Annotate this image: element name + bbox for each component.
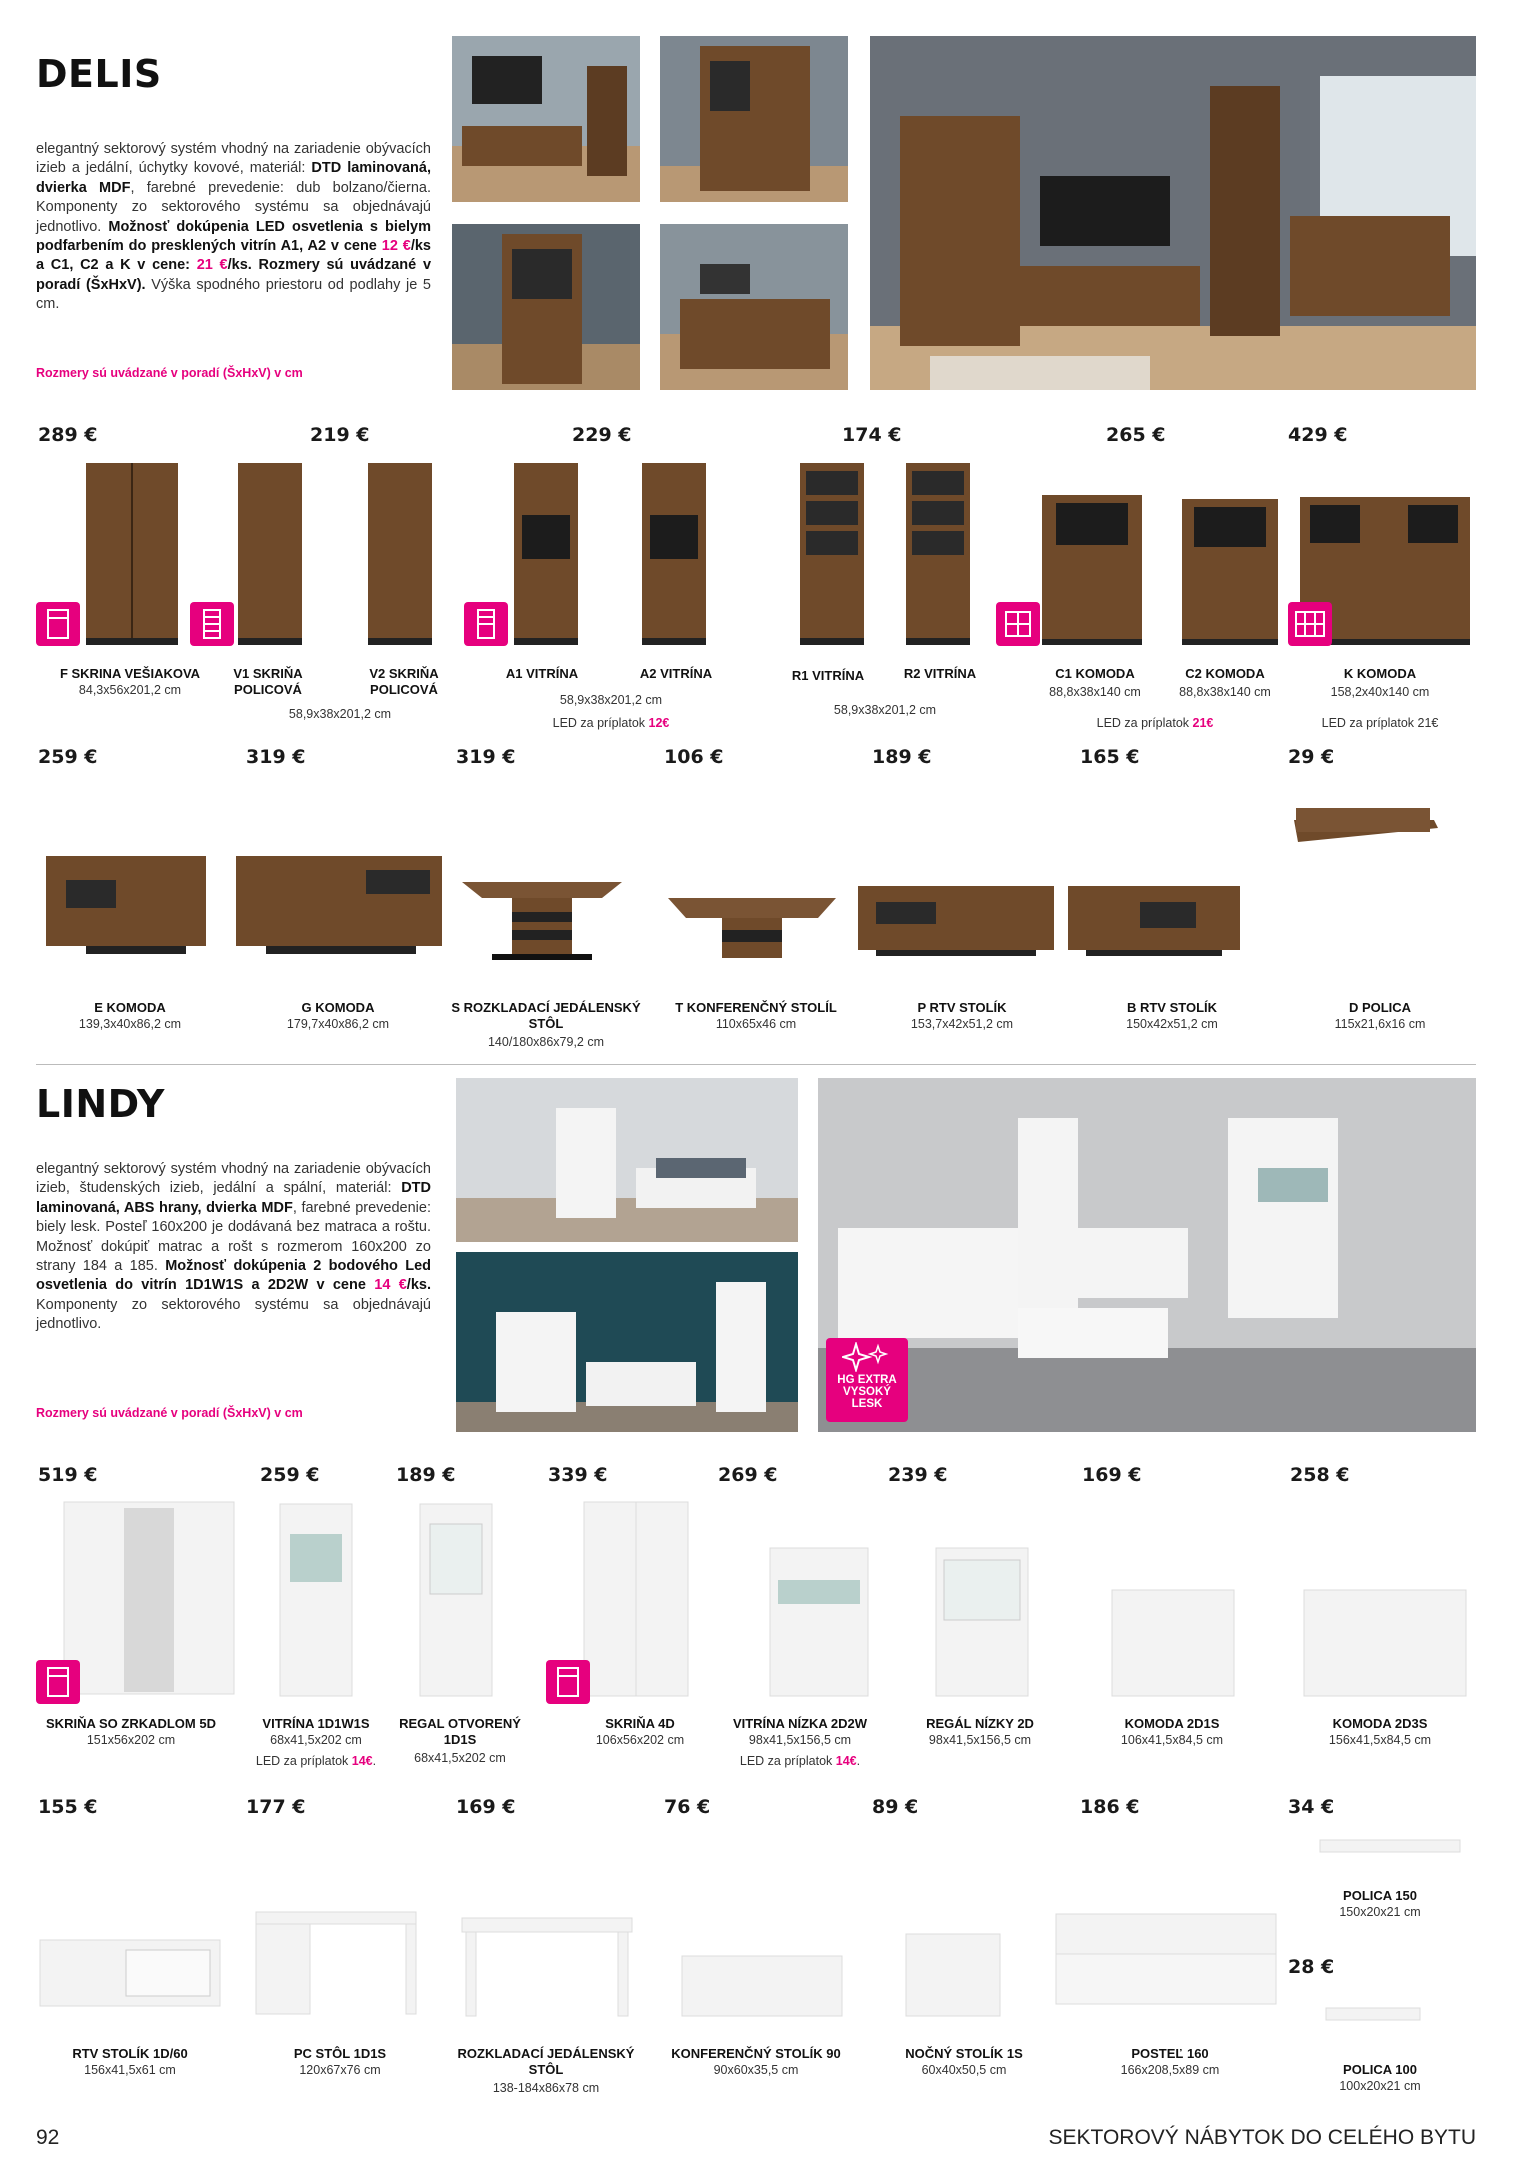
price: 106 € bbox=[664, 746, 724, 768]
product-name: S ROZKLADACÍ JEDÁLENSKÝ STÔL bbox=[451, 1000, 641, 1031]
price: 177 € bbox=[246, 1796, 306, 1818]
shelving-icon bbox=[190, 602, 234, 646]
product-dimensions: 106x56x202 cm bbox=[595, 1733, 685, 1747]
product-name: PC STÔL 1D1S bbox=[293, 2046, 387, 2061]
product-name: SKRIŇA 4D bbox=[605, 1716, 675, 1731]
product-dimensions: 150x20x21 cm bbox=[1339, 1905, 1421, 1919]
price: 259 € bbox=[260, 1464, 320, 1486]
wardrobe-icon bbox=[36, 1660, 80, 1704]
series-title-lindy: LINDY bbox=[36, 1082, 165, 1126]
badge-line: LESK bbox=[851, 1398, 883, 1410]
product-name: P RTV STOLÍK bbox=[917, 1000, 1007, 1015]
section-divider bbox=[36, 1064, 1476, 1065]
product-name: R2 VITRÍNA bbox=[903, 666, 977, 681]
product-dimensions: 98x41,5x156,5 cm bbox=[748, 1733, 852, 1747]
product-dimensions: 158,2x40x140 cm bbox=[1330, 685, 1430, 699]
product-name: D POLICA bbox=[1348, 1000, 1412, 1015]
price: 189 € bbox=[872, 746, 932, 768]
product-name: KOMODA 2D1S bbox=[1124, 1716, 1220, 1731]
product-dimensions: 106x41,5x84,5 cm bbox=[1120, 1733, 1224, 1747]
led-surcharge: LED za príplatok 14€. bbox=[739, 1754, 861, 1768]
product-dimensions: 68x41,5x202 cm bbox=[414, 1751, 506, 1765]
led-surcharge: LED za príplatok 21€ bbox=[1321, 716, 1439, 730]
price: 319 € bbox=[246, 746, 306, 768]
price: 259 € bbox=[38, 746, 98, 768]
product-name: A2 VITRÍNA bbox=[639, 666, 713, 681]
product-dimensions: 150x42x51,2 cm bbox=[1126, 1017, 1218, 1031]
product-name: C1 KOMODA bbox=[1055, 666, 1135, 681]
dresser-icon bbox=[996, 602, 1040, 646]
price: 519 € bbox=[38, 1464, 98, 1486]
wardrobe-icon bbox=[36, 602, 80, 646]
product-dimensions: 90x60x35,5 cm bbox=[713, 2063, 799, 2077]
delis-photo-detail-2 bbox=[660, 224, 848, 390]
lindy-row1-products bbox=[36, 1494, 1476, 1704]
product-name: T KONFERENČNÝ STOLÍL bbox=[675, 1000, 837, 1015]
delis-photo-tv-wall bbox=[452, 36, 640, 202]
price: 34 € bbox=[1288, 1796, 1335, 1818]
product-dimensions: 179,7x40x86,2 cm bbox=[286, 1017, 390, 1031]
dresser-wide-icon bbox=[1288, 602, 1332, 646]
product-name: NOČNÝ STOLÍK 1S bbox=[905, 2046, 1023, 2061]
product-dimensions: 100x20x21 cm bbox=[1339, 2079, 1421, 2093]
product-name: RTV STOLÍK 1D/60 bbox=[72, 2046, 188, 2061]
price: 28 € bbox=[1288, 1956, 1335, 1978]
product-dimensions: 115x21,6x16 cm bbox=[1334, 1017, 1426, 1031]
sparkle-icon bbox=[842, 1342, 892, 1372]
lindy-description: elegantný sektorový systém vhodný na zariadenie obývacích izieb, študenských izieb, jedální a spální, materiál: DTD laminovaná, ABS hrany, dvierka MDF, farebné prevedenie: biely lesk. Posteľ 160x200 je dodávaná bez matraca a roštu. Možnosť dokúpiť matrac a rošt s rozmerom 160x200 zo strany 184 a 185. Možnosť dokúpenia 2 bodového Led osvetlenia do vitrín 1D1W1S a 2D2W v cene 14 €/ks. Komponenty zo sektorového systému sa objednávajú jednotlivo. bbox=[36, 1161, 431, 1333]
hg-extra-gloss-badge bbox=[826, 1338, 908, 1422]
product-name: V1 SKRIŇA POLICOVÁ bbox=[233, 666, 303, 697]
led-surcharge: LED za príplatok 14€. bbox=[255, 1754, 377, 1768]
delis-dimensions-note: Rozmery sú uvádzané v poradí (ŠxHxV) v cm bbox=[36, 366, 303, 380]
product-name: A1 VITRÍNA bbox=[505, 666, 579, 681]
product-name: KOMODA 2D3S bbox=[1332, 1716, 1428, 1731]
product-name: C2 KOMODA bbox=[1185, 666, 1265, 681]
product-dimensions: 60x40x50,5 cm bbox=[921, 2063, 1007, 2077]
product-name: POLICA 150 bbox=[1343, 1888, 1417, 1903]
page-number: 92 bbox=[36, 2126, 60, 2149]
product-dimensions: 88,8x38x140 cm bbox=[1179, 685, 1271, 699]
price: 29 € bbox=[1288, 746, 1335, 768]
product-dimensions: 156x41,5x61 cm bbox=[84, 2063, 176, 2077]
price: 89 € bbox=[872, 1796, 919, 1818]
product-name: F SKRINA VEŠIAKOVA bbox=[59, 666, 201, 681]
product-dimensions: 58,9x38x201,2 cm bbox=[288, 707, 392, 721]
product-name: K KOMODA bbox=[1343, 666, 1417, 681]
price: 239 € bbox=[888, 1464, 948, 1486]
lindy-photo-living-teal bbox=[456, 1252, 798, 1432]
product-dimensions: 139,3x40x86,2 cm bbox=[78, 1017, 182, 1031]
product-name: REGAL OTVORENÝ 1D1S bbox=[399, 1716, 521, 1747]
series-title-delis: DELIS bbox=[36, 52, 162, 96]
price: 339 € bbox=[548, 1464, 608, 1486]
product-dimensions: 88,8x38x140 cm bbox=[1049, 685, 1141, 699]
product-dimensions: 156x41,5x84,5 cm bbox=[1328, 1733, 1432, 1747]
product-dimensions: 120x67x76 cm bbox=[299, 2063, 381, 2077]
product-name: VITRÍNA NÍZKA 2D2W bbox=[732, 1716, 868, 1731]
product-dimensions: 138-184x86x78 cm bbox=[492, 2081, 600, 2095]
product-dimensions: 68x41,5x202 cm bbox=[270, 1733, 362, 1747]
price: 258 € bbox=[1290, 1464, 1350, 1486]
product-dimensions: 151x56x202 cm bbox=[86, 1733, 176, 1747]
delis-photo-detail-1 bbox=[452, 224, 640, 390]
product-name: E KOMODA bbox=[94, 1000, 166, 1015]
badge-line: VYSOKÝ bbox=[843, 1386, 891, 1398]
product-name: REGÁL NÍZKY 2D bbox=[926, 1716, 1034, 1731]
lindy-photo-bedroom bbox=[456, 1078, 798, 1242]
product-dimensions: 58,9x38x201,2 cm bbox=[833, 703, 937, 717]
section-title: SEKTOROVÝ NÁBYTOK DO CELÉHO BYTU bbox=[1048, 2126, 1476, 2149]
delis-photo-living-room bbox=[870, 36, 1476, 390]
price: 319 € bbox=[456, 746, 516, 768]
product-name: ROZKLADACÍ JEDÁLENSKÝ STÔL bbox=[457, 2046, 635, 2077]
product-name: R1 VITRÍNA bbox=[791, 668, 865, 683]
product-name: V2 SKRIŇA POLICOVÁ bbox=[369, 666, 439, 697]
price: 76 € bbox=[664, 1796, 711, 1818]
price: 269 € bbox=[718, 1464, 778, 1486]
price: 169 € bbox=[1082, 1464, 1142, 1486]
price: 265 € bbox=[1106, 424, 1166, 446]
product-dimensions: 98x41,5x156,5 cm bbox=[928, 1733, 1032, 1747]
product-dimensions: 153,7x42x51,2 cm bbox=[910, 1017, 1014, 1031]
product-name: VITRÍNA 1D1W1S bbox=[262, 1716, 370, 1731]
delis-row2-products bbox=[36, 790, 1476, 980]
product-name: SKRIŇA SO ZRKADLOM 5D bbox=[46, 1716, 216, 1731]
delis-row1-products bbox=[36, 455, 1476, 655]
led-surcharge: LED za príplatok 21€ bbox=[1096, 716, 1214, 730]
lindy-dimensions-note: Rozmery sú uvádzané v poradí (ŠxHxV) v cm bbox=[36, 1406, 303, 1420]
price: 165 € bbox=[1080, 746, 1140, 768]
price: 289 € bbox=[38, 424, 98, 446]
price: 155 € bbox=[38, 1796, 98, 1818]
wardrobe-icon bbox=[546, 1660, 590, 1704]
price: 169 € bbox=[456, 1796, 516, 1818]
product-dimensions: 140/180x86x79,2 cm bbox=[487, 1035, 605, 1049]
product-dimensions: 58,9x38x201,2 cm bbox=[559, 693, 663, 707]
price: 174 € bbox=[842, 424, 902, 446]
led-surcharge: LED za príplatok 12€ bbox=[552, 716, 670, 730]
product-name: KONFERENČNÝ STOLÍK 90 bbox=[671, 2046, 841, 2061]
product-name: POLICA 100 bbox=[1343, 2062, 1417, 2077]
product-dimensions: 166x208,5x89 cm bbox=[1120, 2063, 1220, 2077]
delis-description: elegantný sektorový systém vhodný na zariadenie obývacích izieb a jedální, úchytky kovové, materiál: DTD laminovaná, dvierka MDF, farebné prevedenie: dub bolzano/čierna. Komponenty zo sektorového systému sa objednávajú jednotlivo. Možnosť dokúpenia LED osvetlenia s bielym podfarbením do presklených vitrín A1, A2 v cene 12 €/ks a C1, C2 a K v cene: 21 €/ks. Rozmery sú uvádzané v poradí (ŠxHxV). Výška spodného priestoru od podlahy je 5 cm. bbox=[36, 141, 432, 313]
product-name: G KOMODA bbox=[301, 1000, 375, 1015]
price: 229 € bbox=[572, 424, 632, 446]
lindy-row2-products bbox=[36, 1830, 1476, 2030]
price: 189 € bbox=[396, 1464, 456, 1486]
product-name: B RTV STOLÍK bbox=[1126, 1000, 1218, 1015]
product-name: POSTEĽ 160 bbox=[1131, 2046, 1209, 2061]
product-dimensions: 110x65x46 cm bbox=[715, 1017, 797, 1031]
product-dimensions: 84,3x56x201,2 cm bbox=[78, 683, 182, 697]
lindy-photo-living-room bbox=[818, 1078, 1476, 1432]
price: 429 € bbox=[1288, 424, 1348, 446]
price: 186 € bbox=[1080, 1796, 1140, 1818]
badge-line: HG EXTRA bbox=[837, 1374, 897, 1386]
delis-photo-vitrine bbox=[660, 36, 848, 202]
vitrine-icon bbox=[464, 602, 508, 646]
price: 219 € bbox=[310, 424, 370, 446]
